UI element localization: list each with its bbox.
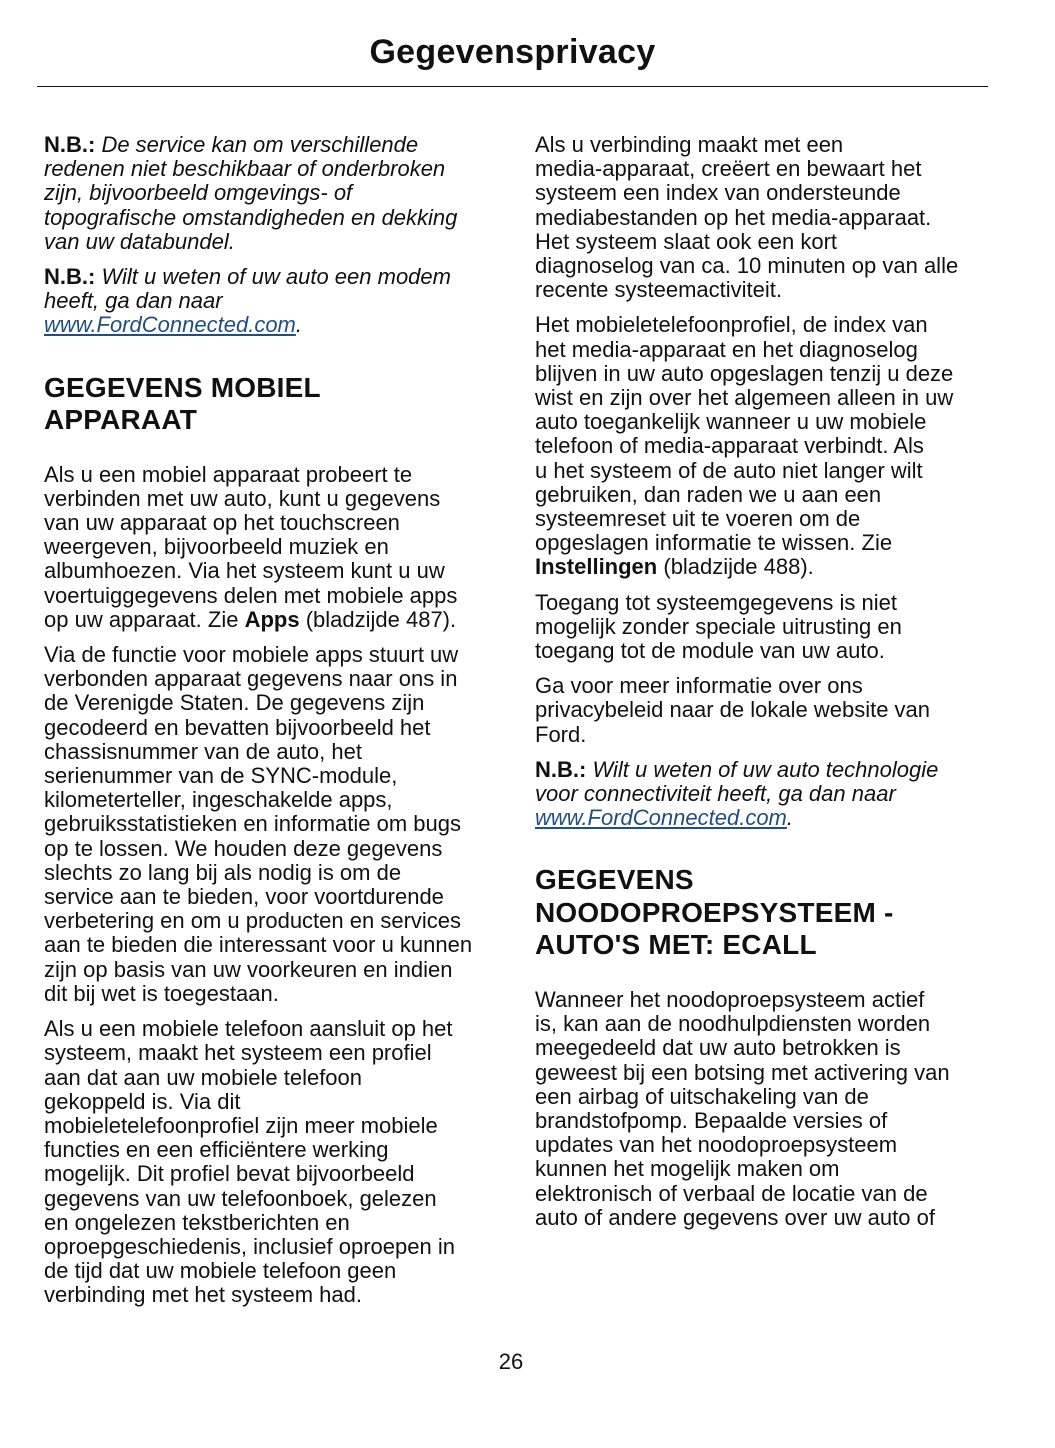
text-segment: (bladzijde 488). [657,554,814,580]
text-segment: Wilt u weten of uw auto een modem [95,264,451,290]
text-line: verbetering en om u producten en services [44,908,462,934]
text-line: mediabestanden op het media-apparaat. [535,204,932,230]
text-line [535,782,995,806]
text-line: op te lossen. We houden deze gegevens [44,835,443,861]
paragraph [535,988,995,1230]
text-line: van uw apparaat op het touchscreen [44,510,400,536]
text-line [44,313,504,337]
text-line [44,206,504,230]
paragraph [44,1017,504,1307]
text-line: elektronisch of verbaal de locatie van de [535,1180,928,1206]
text-line: mobieletelefoonprofiel zijn meer mobiele [44,1112,438,1138]
paragraph [44,463,504,632]
text-line: blijven in uw auto opgeslagen tenzij u deze [535,360,954,386]
text-line: gekoppeld is. Via dit [44,1088,241,1114]
text-line: aan te bieden die interessant voor u kunnen [44,932,473,958]
text-line: en ongelezen tekstberichten en [44,1209,350,1235]
text-line: AUTO'S MET: ECALL [535,929,817,961]
text-segment: redenen niet beschikbaar of onderbroken [44,156,446,182]
text-line: de Verenigde Staten. De gegevens zijn [44,690,425,716]
text-line: een airbag of uitschakeling van de [535,1083,869,1109]
text-line [535,806,995,830]
text-line [44,157,504,181]
text-line: de tijd dat uw mobiele telefoon geen [44,1258,397,1284]
text-line: zijn op basis van uw voorkeuren en indien [44,956,453,982]
text-line: Als u een mobiele telefoon aansluit op het [44,1016,453,1042]
text-line: NOODOPROEPSYSTEEM - [535,896,894,928]
left-column [44,133,504,1319]
text-line: Ga voor meer informatie over ons [535,673,863,699]
text-line: mogelijk zonder speciale uitrusting en [535,613,902,639]
text-line: voertuiggegevens delen met mobiele apps [44,582,458,608]
text-line: gebruiken, dan raden we u aan een [535,481,882,507]
text-segment: . [295,312,303,338]
text-line: oproepgeschiedenis, inclusief oproepen in [44,1233,455,1259]
text-line: aan dat aan uw mobiele telefoon [44,1064,363,1090]
text-line: gecodeerd en bevatten bijvoorbeeld het [44,714,431,740]
text-segment: (bladzijde 487). [299,606,457,632]
website-link[interactable]: www.FordConnected.com [44,312,296,338]
text-line: kunnen het mogelijk maken om [535,1156,840,1182]
text-line: brandstofpomp. Bepaalde versies of [535,1108,888,1133]
text-line [44,265,504,289]
text-line: gegevens van uw telefoonboek, gelezen [44,1185,437,1211]
paragraph [535,313,995,579]
bold-text: N.B.: [44,132,96,157]
bold-text: N.B.: [535,756,587,782]
text-line: auto of andere gegevens over uw auto of [535,1204,935,1230]
text-segment: . [786,805,794,831]
text-line: GEGEVENS [535,864,694,896]
text-line: serienummer van de SYNC-module, [44,763,398,789]
text-line: systeemreset uit te voeren om de [535,506,861,532]
paragraph [44,133,504,254]
text-segment: heeft, ga dan naar [44,288,223,314]
text-line: dit bij wet is toegestaan. [44,980,279,1006]
text-line: Via de functie voor mobiele apps stuurt uw [44,642,459,668]
section-heading [535,864,995,962]
text-line: updates van het noodoproepsysteem [535,1132,898,1158]
text-segment: voor connectiviteit heeft, ga dan naar [535,781,896,807]
text-line: functies en een efficiëntere werking [44,1137,389,1163]
page-title: Gegevensprivacy [369,33,656,71]
text-line: Ford. [535,721,587,747]
text-line: wist en zijn over het algemeen alleen in uw [535,385,954,411]
text-line: systeem een index van ondersteunde [535,180,901,206]
paragraph [44,265,504,338]
text-segment: De service kan om verschillende [95,132,419,157]
bold-text: Apps [244,606,300,632]
text-line: verbonden apparaat gegevens naar ons in [44,666,458,692]
text-line: APPARAAT [44,404,198,436]
text-segment: topografische omstandigheden en dekking [44,204,458,230]
text-segment: Wilt u weten of uw auto technologie [586,756,939,782]
website-link[interactable]: www.FordConnected.com [535,805,787,831]
text-line: Als u een mobiel apparaat probeert te [44,461,413,487]
text-line: het media-apparaat en het diagnoselog [535,336,918,362]
paragraph [535,674,995,747]
text-line: Het systeem slaat ook een kort [535,228,838,254]
text-line: slechts zo lang bij als nodig is om de [44,859,402,885]
right-column [535,133,995,1241]
text-line [535,758,995,782]
text-line: toegang tot de module van uw auto. [535,638,885,664]
text-line [535,555,995,579]
text-line: weergeven, bijvoorbeeld muziek en [44,534,389,560]
text-line: systeem, maakt het systeem een profiel [44,1040,432,1066]
text-line [44,608,504,632]
text-line [44,289,504,313]
text-line: verbinden met uw auto, kunt u gegevens [44,485,441,511]
text-line: GEGEVENS MOBIEL [44,371,321,403]
text-line: auto toegankelijk wanneer u uw mobiele [535,409,927,435]
paragraph [535,133,995,302]
text-line: kilometerteller, ingeschakelde apps, [44,787,393,813]
text-line [44,133,504,157]
paragraph [535,758,995,831]
text-line: telefoon of media-apparaat verbindt. Als [535,433,924,459]
text-line: chassisnummer van de auto, het [44,738,362,764]
text-line: recente systeemactiviteit. [535,277,782,303]
text-line: service aan te bieden, voor voortdurende [44,884,444,910]
text-line: diagnoselog van ca. 10 minuten op van alle [535,253,959,279]
text-segment: van uw databundel. [44,228,235,254]
text-line: mogelijk. Dit profiel bevat bijvoorbeeld [44,1161,415,1187]
text-line: Toegang tot systeemgegevens is niet [535,589,898,615]
bold-text: Instellingen [535,554,658,580]
text-line: media-apparaat, creëert en bewaart het [535,156,922,182]
paragraph [44,643,504,1006]
text-line [44,181,504,205]
text-line: meegedeeld dat uw auto betrokken is [535,1035,901,1061]
text-line: opgeslagen informatie te wissen. Zie [535,530,893,556]
bold-text: N.B.: [44,264,96,290]
text-line: Het mobieletelefoonprofiel, de index van [535,312,928,338]
text-line: Wanneer het noodoproepsysteem actief [535,986,925,1012]
text-line: Als u verbinding maakt met een [535,132,844,157]
paragraph [535,591,995,664]
text-line: albumhoezen. Via het systeem kunt u uw [44,558,445,584]
text-line: u het systeem of de auto niet langer wilt [535,457,923,483]
text-line: is, kan aan de noodhulpdiensten worden [535,1011,931,1037]
text-line: geweest bij een botsing met activering van [535,1059,950,1085]
header-divider [37,86,988,87]
text-line: verbinding met het systeem had. [44,1282,362,1308]
text-line [44,230,504,254]
text-line: gebruiksstatistieken en informatie om bugs [44,811,461,837]
section-heading [44,372,504,437]
text-segment: op uw apparaat. Zie [44,606,245,632]
page-number: 26 [498,1349,524,1374]
text-segment: zijn, bijvoorbeeld omgevings- of [44,180,353,206]
text-line: privacybeleid naar de lokale website van [535,697,931,723]
